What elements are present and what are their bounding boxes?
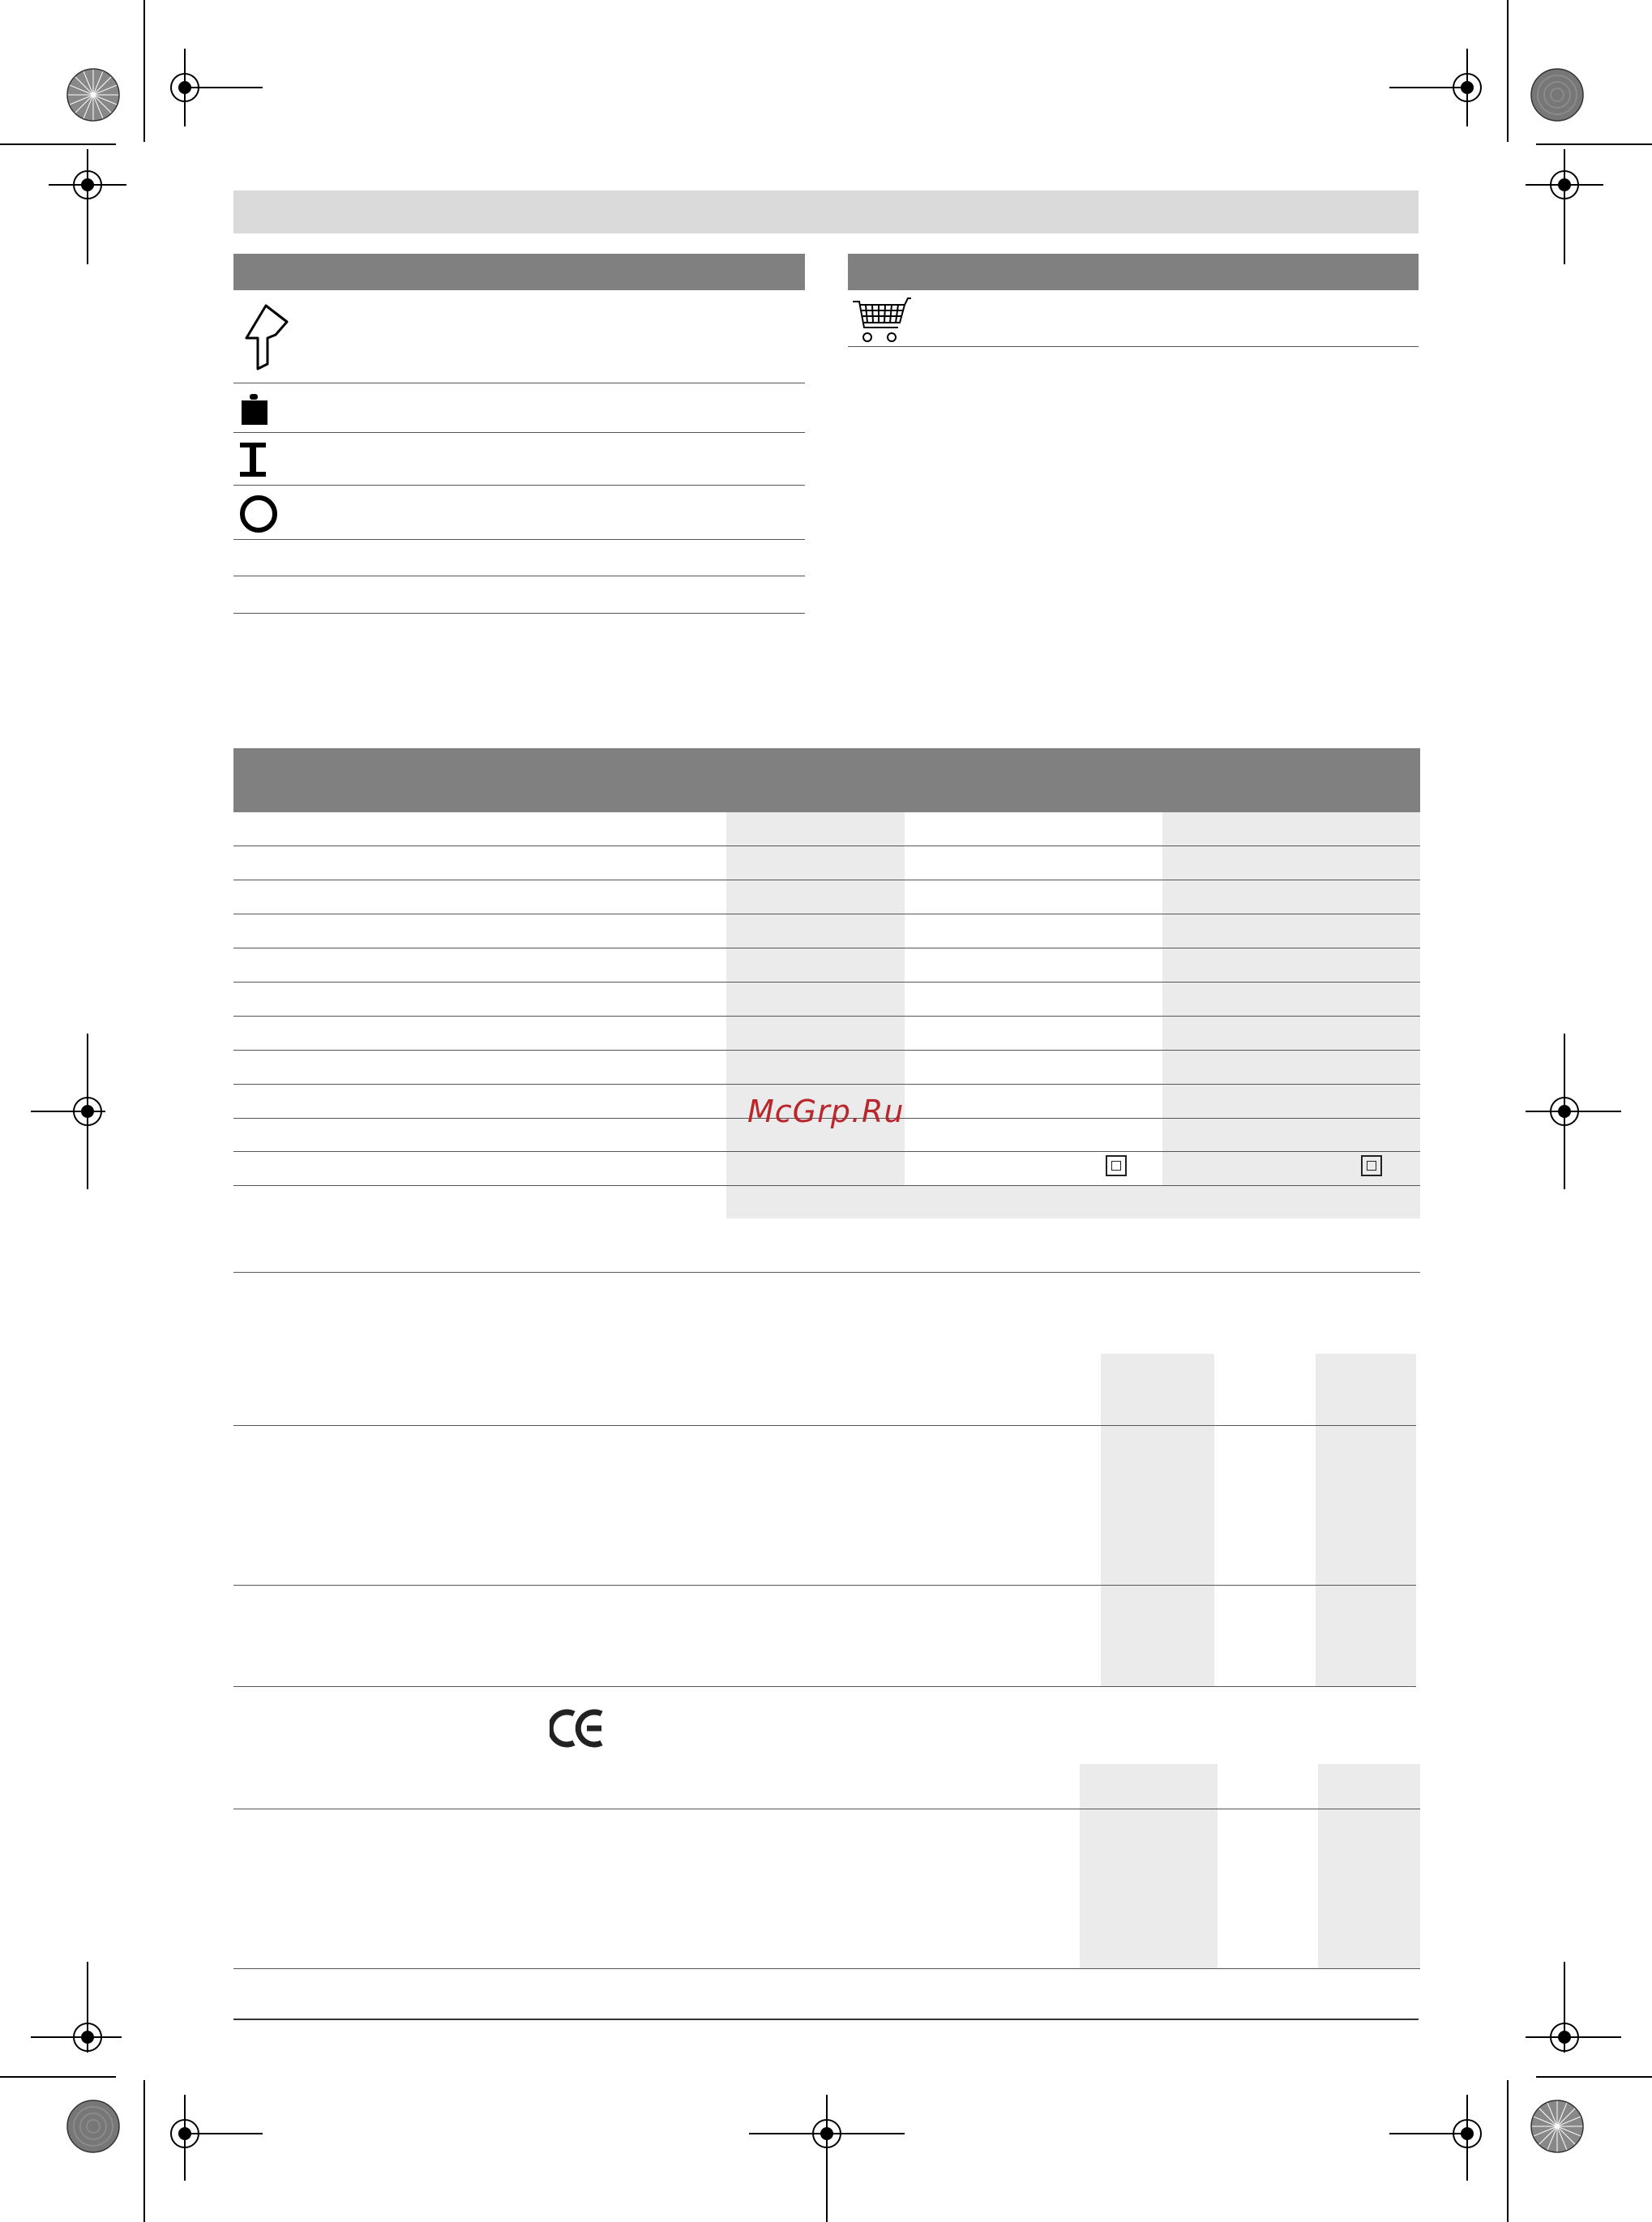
- divider: [233, 539, 805, 540]
- table-row: [233, 1084, 1420, 1085]
- registration-mark-icon: [1526, 146, 1607, 268]
- registration-mark-icon: [1386, 2091, 1508, 2189]
- gray-target-icon: [1530, 68, 1584, 122]
- protection-class-square-icon: [1106, 1155, 1127, 1176]
- divider: [233, 1425, 1416, 1426]
- divider: [233, 1585, 1416, 1586]
- table-row: [233, 1016, 1420, 1017]
- table-header: [233, 748, 1420, 812]
- value-column-shaded: [1316, 1354, 1416, 1686]
- star-target-icon: [66, 68, 120, 122]
- divider: [233, 432, 805, 433]
- shopping-cart-icon: [851, 297, 911, 347]
- right-section-header: [848, 254, 1419, 290]
- divider: [233, 485, 805, 486]
- divider: [233, 1968, 1420, 1969]
- table-row: [233, 1151, 1420, 1152]
- registration-mark-icon: [1386, 49, 1508, 130]
- registration-mark-icon: [144, 49, 266, 130]
- registration-mark-icon: [1526, 1034, 1623, 1196]
- gray-target-icon: [66, 2100, 120, 2153]
- value-column-shaded: [1318, 1764, 1420, 1968]
- table-row: [233, 1050, 1420, 1051]
- ring-icon: [238, 494, 279, 534]
- page-footer-rule: [233, 2019, 1419, 2020]
- registration-mark-icon: [144, 2091, 266, 2189]
- value-column-shaded: [1080, 1764, 1218, 1968]
- left-section-header: [233, 254, 805, 290]
- page-header-band: [233, 191, 1419, 233]
- divider: [848, 346, 1419, 347]
- protection-class-square-icon: [1361, 1155, 1382, 1176]
- watermark: McGrp.Ru: [747, 1094, 905, 1129]
- value-column-shaded: [1101, 1354, 1214, 1686]
- registration-mark-icon: [746, 2091, 908, 2222]
- divider: [233, 613, 805, 614]
- i-beam-icon: [238, 441, 267, 478]
- table-row-shaded: [726, 1185, 1420, 1218]
- table-column-shaded: [1162, 812, 1420, 1185]
- ce-mark-icon: [550, 1707, 606, 1749]
- registration-mark-icon: [49, 146, 130, 268]
- table-row: [233, 1185, 1420, 1186]
- registration-mark-icon: [24, 1034, 105, 1196]
- section-divider: [233, 1272, 1420, 1273]
- divider: [233, 1686, 1416, 1687]
- weight-icon: [238, 392, 271, 428]
- arrow-up-icon: [243, 302, 292, 372]
- table-row: [233, 982, 1420, 983]
- star-target-icon: [1530, 2100, 1584, 2153]
